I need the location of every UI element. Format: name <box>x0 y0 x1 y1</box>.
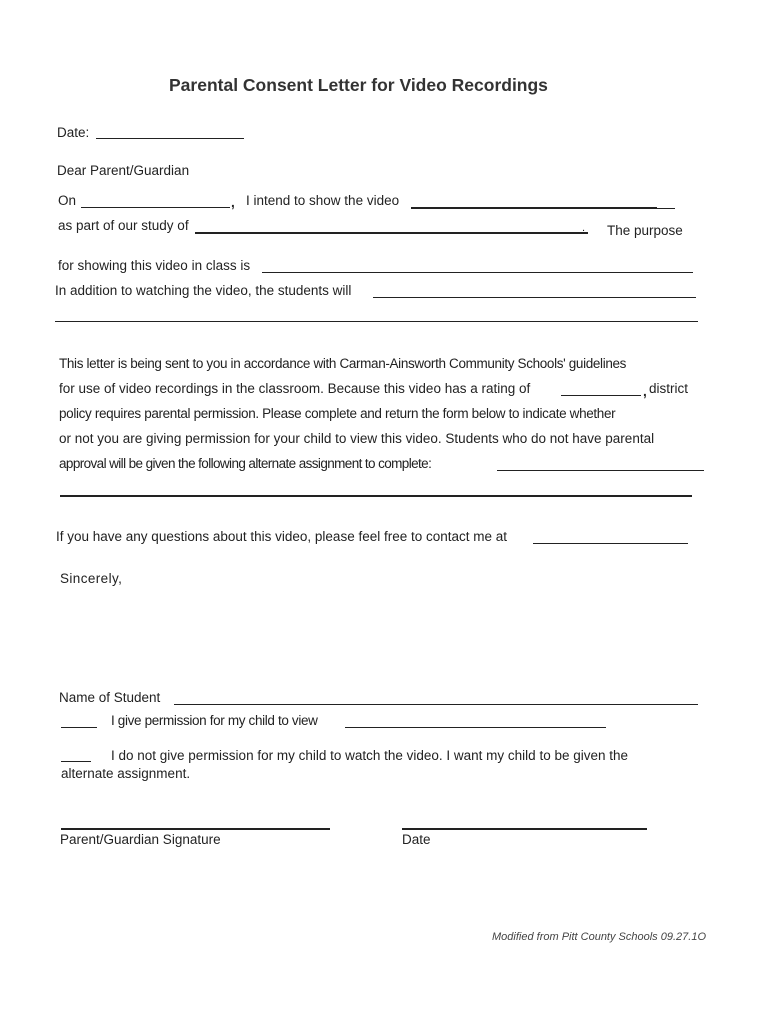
purpose-field[interactable] <box>262 272 693 273</box>
video-title-field[interactable] <box>411 207 657 209</box>
students-will-field-2[interactable] <box>55 321 698 322</box>
para-line-2b: district <box>649 381 689 396</box>
para-line-1: This letter is being sent to you in accordance with Carman-Ainsworth Community Schools' guidelines <box>59 356 627 371</box>
show-date-field[interactable] <box>81 207 230 208</box>
purpose-label: The purpose <box>607 223 683 238</box>
signature-date-field[interactable] <box>402 828 647 830</box>
rating-field[interactable] <box>561 395 641 396</box>
give-permission-check-line[interactable] <box>61 727 97 728</box>
on-label: On <box>58 193 77 208</box>
comma-mark: , <box>231 195 235 210</box>
alternate-assignment-field-2[interactable] <box>60 495 692 497</box>
comma-mark-2: , <box>643 384 647 399</box>
students-will-field[interactable] <box>373 297 696 298</box>
date-field[interactable] <box>96 138 244 139</box>
give-permission-video-field[interactable] <box>345 727 606 728</box>
para-line-2a: for use of video recordings in the classroom. Because this video has a rating of <box>59 381 531 396</box>
study-topic-field[interactable] <box>195 232 588 234</box>
sincerely: Sincerely, <box>60 571 123 586</box>
no-permission-text-1: I do not give permission for my child to watch the video. I want my child to be given the <box>111 748 629 763</box>
signature-field[interactable] <box>61 828 330 830</box>
page-title: Parental Consent Letter for Video Recordings <box>169 75 548 95</box>
addition-label: In addition to watching the video, the students will <box>55 283 352 298</box>
name-of-student-label: Name of Student <box>59 690 161 705</box>
footer-note: Modified from Pitt County Schools 09.27.1O <box>492 931 706 943</box>
signature-date-label: Date <box>402 832 431 847</box>
contact-field[interactable] <box>533 543 688 544</box>
no-permission-check-line[interactable] <box>61 761 91 762</box>
intend-label: I intend to show the video <box>246 193 400 208</box>
video-title-field-tail <box>657 208 675 209</box>
questions-text: If you have any questions about this video, please feel free to contact me at <box>56 529 508 544</box>
alternate-assignment-field[interactable] <box>497 470 704 471</box>
greeting: Dear Parent/Guardian <box>57 163 190 178</box>
para-line-5: approval will be given the following alternate assignment to complete: <box>59 456 432 471</box>
showing-label: for showing this video in class is <box>58 258 251 273</box>
para-line-3: policy requires parental permission. Please complete and return the form below to indicate whether <box>59 406 616 421</box>
give-permission-text: I give permission for my child to view <box>111 713 318 728</box>
period-mark: . <box>582 222 586 234</box>
para-line-4: or not you are giving permission for your child to view this video. Students who do not have parental <box>59 431 655 446</box>
study-label: as part of our study of <box>58 218 189 233</box>
date-label: Date: <box>57 125 90 140</box>
no-permission-text-2: alternate assignment. <box>61 766 191 781</box>
signature-label: Parent/Guardian Signature <box>60 832 221 847</box>
name-of-student-field[interactable] <box>174 704 698 705</box>
